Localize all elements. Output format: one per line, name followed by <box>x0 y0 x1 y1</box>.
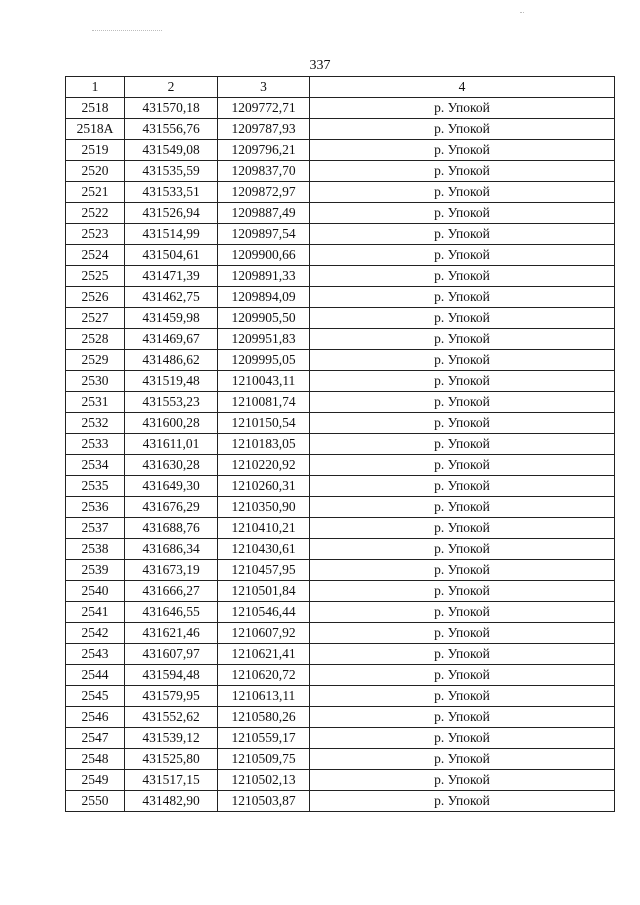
table-row <box>66 98 615 119</box>
table-row <box>66 350 615 371</box>
point-number-cell: 2541 <box>66 602 125 623</box>
point-number-cell: 2518А <box>66 119 125 140</box>
table-row <box>66 539 615 560</box>
x-coordinate-cell: 431686,34 <box>125 539 218 560</box>
table-row <box>66 665 615 686</box>
description-cell: р. Упокой <box>310 686 615 707</box>
description-cell: р. Упокой <box>310 560 615 581</box>
y-coordinate-cell: 1210509,75 <box>218 749 310 770</box>
table-row <box>66 602 615 623</box>
y-coordinate-cell: 1209787,93 <box>218 119 310 140</box>
x-coordinate-cell: 431482,90 <box>125 791 218 812</box>
table-row <box>66 266 615 287</box>
table-row <box>66 749 615 770</box>
x-coordinate-cell: 431556,76 <box>125 119 218 140</box>
description-cell: р. Упокой <box>310 728 615 749</box>
x-coordinate-cell: 431594,48 <box>125 665 218 686</box>
description-cell: р. Упокой <box>310 161 615 182</box>
description-cell: р. Упокой <box>310 455 615 476</box>
point-number-cell: 2543 <box>66 644 125 665</box>
point-number-cell: 2527 <box>66 308 125 329</box>
x-coordinate-cell: 431649,30 <box>125 476 218 497</box>
y-coordinate-cell: 1210620,72 <box>218 665 310 686</box>
point-number-cell: 2525 <box>66 266 125 287</box>
point-number-cell: 2530 <box>66 371 125 392</box>
x-coordinate-cell: 431621,46 <box>125 623 218 644</box>
point-number-cell: 2539 <box>66 560 125 581</box>
description-cell: р. Упокой <box>310 392 615 413</box>
point-number-cell: 2533 <box>66 434 125 455</box>
x-coordinate-cell: 431519,48 <box>125 371 218 392</box>
y-coordinate-cell: 1209872,97 <box>218 182 310 203</box>
y-coordinate-cell: 1210559,17 <box>218 728 310 749</box>
table-row <box>66 392 615 413</box>
x-coordinate-cell: 431514,99 <box>125 224 218 245</box>
column-header-4: 4 <box>310 77 615 98</box>
table-header-row <box>66 77 615 98</box>
point-number-cell: 2531 <box>66 392 125 413</box>
x-coordinate-cell: 431607,97 <box>125 644 218 665</box>
x-coordinate-cell: 431666,27 <box>125 581 218 602</box>
table-row <box>66 182 615 203</box>
x-coordinate-cell: 431600,28 <box>125 413 218 434</box>
y-coordinate-cell: 1210607,92 <box>218 623 310 644</box>
description-cell: р. Упокой <box>310 182 615 203</box>
point-number-cell: 2532 <box>66 413 125 434</box>
x-coordinate-cell: 431676,29 <box>125 497 218 518</box>
x-coordinate-cell: 431552,62 <box>125 707 218 728</box>
description-cell: р. Упокой <box>310 371 615 392</box>
description-cell: р. Упокой <box>310 539 615 560</box>
x-coordinate-cell: 431462,75 <box>125 287 218 308</box>
description-cell: р. Упокой <box>310 413 615 434</box>
scan-artifact <box>92 30 162 32</box>
table-body <box>66 98 615 812</box>
y-coordinate-cell: 1209900,66 <box>218 245 310 266</box>
x-coordinate-cell: 431486,62 <box>125 350 218 371</box>
description-cell: р. Упокой <box>310 434 615 455</box>
scan-artifact <box>520 12 524 14</box>
y-coordinate-cell: 1210502,13 <box>218 770 310 791</box>
description-cell: р. Упокой <box>310 119 615 140</box>
y-coordinate-cell: 1209905,50 <box>218 308 310 329</box>
table-row <box>66 245 615 266</box>
point-number-cell: 2529 <box>66 350 125 371</box>
column-header-1: 1 <box>66 77 125 98</box>
description-cell: р. Упокой <box>310 623 615 644</box>
description-cell: р. Упокой <box>310 791 615 812</box>
y-coordinate-cell: 1210150,54 <box>218 413 310 434</box>
table-row <box>66 518 615 539</box>
point-number-cell: 2520 <box>66 161 125 182</box>
description-cell: р. Упокой <box>310 602 615 623</box>
description-cell: р. Упокой <box>310 266 615 287</box>
y-coordinate-cell: 1210503,87 <box>218 791 310 812</box>
y-coordinate-cell: 1210457,95 <box>218 560 310 581</box>
x-coordinate-cell: 431570,18 <box>125 98 218 119</box>
y-coordinate-cell: 1210580,26 <box>218 707 310 728</box>
description-cell: р. Упокой <box>310 497 615 518</box>
description-cell: р. Упокой <box>310 665 615 686</box>
x-coordinate-cell: 431549,08 <box>125 140 218 161</box>
table-row <box>66 770 615 791</box>
y-coordinate-cell: 1209887,49 <box>218 203 310 224</box>
y-coordinate-cell: 1210546,44 <box>218 602 310 623</box>
x-coordinate-cell: 431673,19 <box>125 560 218 581</box>
table-row <box>66 560 615 581</box>
table-row <box>66 686 615 707</box>
table-row <box>66 203 615 224</box>
x-coordinate-cell: 431646,55 <box>125 602 218 623</box>
coordinates-table <box>65 76 615 812</box>
description-cell: р. Упокой <box>310 308 615 329</box>
x-coordinate-cell: 431688,76 <box>125 518 218 539</box>
table-row <box>66 455 615 476</box>
y-coordinate-cell: 1209897,54 <box>218 224 310 245</box>
point-number-cell: 2538 <box>66 539 125 560</box>
point-number-cell: 2524 <box>66 245 125 266</box>
x-coordinate-cell: 431517,15 <box>125 770 218 791</box>
description-cell: р. Упокой <box>310 224 615 245</box>
x-coordinate-cell: 431533,51 <box>125 182 218 203</box>
description-cell: р. Упокой <box>310 770 615 791</box>
y-coordinate-cell: 1210430,61 <box>218 539 310 560</box>
point-number-cell: 2542 <box>66 623 125 644</box>
y-coordinate-cell: 1210613,11 <box>218 686 310 707</box>
point-number-cell: 2549 <box>66 770 125 791</box>
x-coordinate-cell: 431504,61 <box>125 245 218 266</box>
table-row <box>66 728 615 749</box>
y-coordinate-cell: 1209894,09 <box>218 287 310 308</box>
table-row <box>66 413 615 434</box>
y-coordinate-cell: 1210220,92 <box>218 455 310 476</box>
point-number-cell: 2544 <box>66 665 125 686</box>
table-row <box>66 644 615 665</box>
x-coordinate-cell: 431459,98 <box>125 308 218 329</box>
table-row <box>66 791 615 812</box>
y-coordinate-cell: 1209891,33 <box>218 266 310 287</box>
description-cell: р. Упокой <box>310 518 615 539</box>
y-coordinate-cell: 1210501,84 <box>218 581 310 602</box>
y-coordinate-cell: 1210350,90 <box>218 497 310 518</box>
description-cell: р. Упокой <box>310 476 615 497</box>
description-cell: р. Упокой <box>310 644 615 665</box>
description-cell: р. Упокой <box>310 98 615 119</box>
point-number-cell: 2546 <box>66 707 125 728</box>
table-row <box>66 476 615 497</box>
x-coordinate-cell: 431539,12 <box>125 728 218 749</box>
description-cell: р. Упокой <box>310 581 615 602</box>
y-coordinate-cell: 1210410,21 <box>218 518 310 539</box>
description-cell: р. Упокой <box>310 245 615 266</box>
point-number-cell: 2536 <box>66 497 125 518</box>
point-number-cell: 2518 <box>66 98 125 119</box>
y-coordinate-cell: 1210043,11 <box>218 371 310 392</box>
description-cell: р. Упокой <box>310 329 615 350</box>
table-row <box>66 224 615 245</box>
table-row <box>66 371 615 392</box>
x-coordinate-cell: 431535,59 <box>125 161 218 182</box>
point-number-cell: 2535 <box>66 476 125 497</box>
description-cell: р. Упокой <box>310 707 615 728</box>
point-number-cell: 2534 <box>66 455 125 476</box>
table-row <box>66 581 615 602</box>
y-coordinate-cell: 1209837,70 <box>218 161 310 182</box>
point-number-cell: 2537 <box>66 518 125 539</box>
point-number-cell: 2522 <box>66 203 125 224</box>
x-coordinate-cell: 431553,23 <box>125 392 218 413</box>
description-cell: р. Упокой <box>310 287 615 308</box>
x-coordinate-cell: 431525,80 <box>125 749 218 770</box>
point-number-cell: 2521 <box>66 182 125 203</box>
x-coordinate-cell: 431579,95 <box>125 686 218 707</box>
point-number-cell: 2523 <box>66 224 125 245</box>
point-number-cell: 2528 <box>66 329 125 350</box>
description-cell: р. Упокой <box>310 749 615 770</box>
point-number-cell: 2548 <box>66 749 125 770</box>
description-cell: р. Упокой <box>310 350 615 371</box>
column-header-2: 2 <box>125 77 218 98</box>
y-coordinate-cell: 1209772,71 <box>218 98 310 119</box>
x-coordinate-cell: 431526,94 <box>125 203 218 224</box>
table-row <box>66 497 615 518</box>
table-row <box>66 329 615 350</box>
y-coordinate-cell: 1209951,83 <box>218 329 310 350</box>
point-number-cell: 2526 <box>66 287 125 308</box>
table-row <box>66 623 615 644</box>
x-coordinate-cell: 431611,01 <box>125 434 218 455</box>
point-number-cell: 2519 <box>66 140 125 161</box>
point-number-cell: 2547 <box>66 728 125 749</box>
y-coordinate-cell: 1210081,74 <box>218 392 310 413</box>
table-row <box>66 308 615 329</box>
point-number-cell: 2540 <box>66 581 125 602</box>
x-coordinate-cell: 431630,28 <box>125 455 218 476</box>
x-coordinate-cell: 431471,39 <box>125 266 218 287</box>
table-row <box>66 287 615 308</box>
table-row <box>66 161 615 182</box>
y-coordinate-cell: 1210621,41 <box>218 644 310 665</box>
description-cell: р. Упокой <box>310 203 615 224</box>
table-row <box>66 140 615 161</box>
page-number: 337 <box>309 58 331 73</box>
table-row <box>66 434 615 455</box>
column-header-3: 3 <box>218 77 310 98</box>
y-coordinate-cell: 1210183,05 <box>218 434 310 455</box>
table-row <box>66 707 615 728</box>
x-coordinate-cell: 431469,67 <box>125 329 218 350</box>
point-number-cell: 2545 <box>66 686 125 707</box>
y-coordinate-cell: 1209995,05 <box>218 350 310 371</box>
y-coordinate-cell: 1209796,21 <box>218 140 310 161</box>
table-row <box>66 119 615 140</box>
point-number-cell: 2550 <box>66 791 125 812</box>
y-coordinate-cell: 1210260,31 <box>218 476 310 497</box>
description-cell: р. Упокой <box>310 140 615 161</box>
